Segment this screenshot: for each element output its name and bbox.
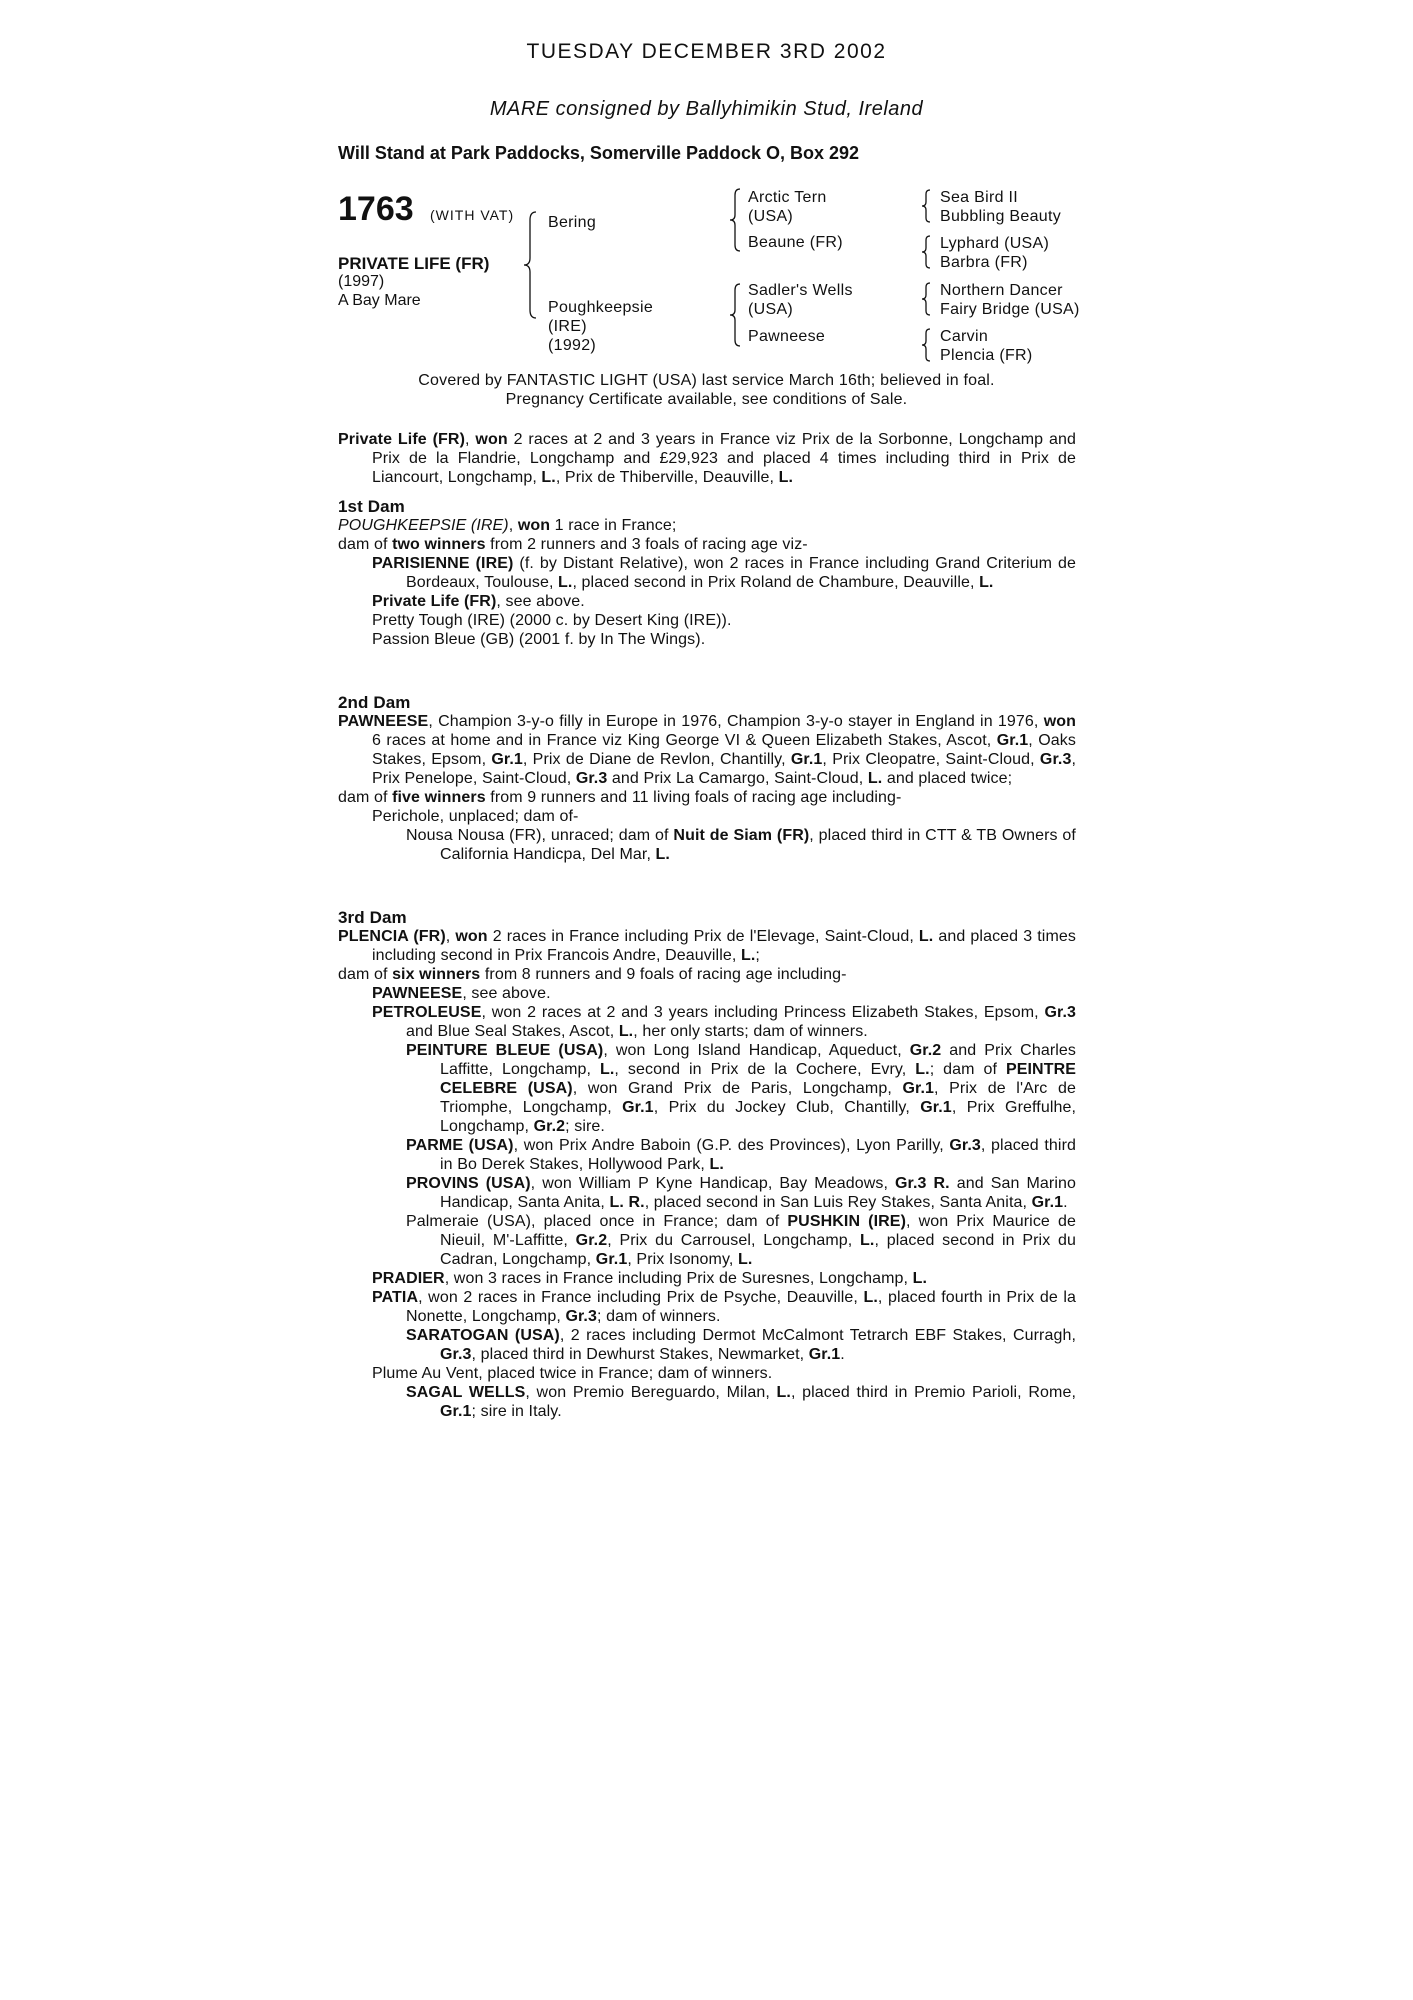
race-record-paragraph: Private Life (FR), won 2 races at 2 and 3 years in France viz Prix de la Sorbonne, Longchamp and Prix de la Flandrie, Longchamp and £29,923 and placed 4 times including third in Prix de Liancourt, Longchamp, L., Prix de Thiberville, Deauville, L.	[338, 431, 1076, 486]
second-dam-heading: 2nd Dam	[338, 693, 411, 712]
pedigree-gg-1: Sea Bird II	[940, 189, 1019, 206]
pedigree-dam: Poughkeepsie (IRE) (1992)	[548, 299, 654, 354]
pedigree-brace-gg4	[920, 327, 932, 363]
produce-parisienne: PARISIENNE (IRE) (f. by Distant Relative), won 2 races in France including Grand Criterium de Bordeaux, Toulouse, L., placed second in Prix Roland de Chambure, Deauville, L.	[372, 555, 1076, 591]
pedigree-sire: Bering	[548, 214, 597, 231]
sale-date: TUESDAY DECEMBER 3RD 2002	[526, 40, 887, 63]
produce-passion-bleue: Passion Bleue (GB) (2001 f. by In The Wings).	[372, 631, 706, 648]
produce-plume-au-vent: Plume Au Vent, placed twice in France; dam of winners.	[372, 1365, 773, 1382]
pedigree-sire-sire: Arctic Tern (USA)	[748, 189, 827, 225]
pedigree-gg-5: Northern Dancer	[940, 282, 1063, 299]
produce-saratogan: SARATOGAN (USA), 2 races including Dermot McCalmont Tetrarch EBF Stakes, Curragh, Gr.3, placed third in Dewhurst Stakes, Newmarket, Gr.1.	[406, 1327, 1077, 1363]
produce-private-life: Private Life (FR), see above.	[372, 593, 585, 610]
pedigree-brace-main	[522, 210, 538, 320]
produce-petroleuse: PETROLEUSE, won 2 races at 2 and 3 years including Princess Elizabeth Stakes, Epsom, Gr.3 and Blue Seal Stakes, Ascot, L., her only starts; dam of winners.	[372, 1004, 1076, 1040]
pedigree-dam-dam: Pawneese	[748, 328, 826, 345]
produce-patia: PATIA, won 2 races in France including Prix de Psyche, Deauville, L., placed fourth in Prix de la Nonette, Longchamp, Gr.3; dam of winners.	[372, 1289, 1077, 1325]
pedigree-gg-4: Barbra (FR)	[940, 254, 1028, 271]
pedigree-gg-2: Bubbling Beauty	[940, 208, 1062, 225]
pedigree-brace-dam	[728, 282, 742, 348]
produce-parme: PARME (USA), won Prix Andre Baboin (G.P. des Provinces), Lyon Parilly, Gr.3, placed third in Bo Derek Stakes, Hollywood Park, L.	[406, 1137, 1076, 1173]
vat-note: (WITH VAT)	[430, 207, 515, 223]
plencia-record: PLENCIA (FR), won 2 races in France including Prix de l'Elevage, Saint-Cloud, L. and placed 3 times including second in Prix Francois Andre, Deauville, L.;	[338, 928, 1076, 964]
produce-palmeraie: Palmeraie (USA), placed once in France; dam of PUSHKIN (IRE), won Prix Maurice de Nieuil, M'-Laffitte, Gr.2, Prix du Carrousel, Longchamp, L., placed second in Prix du Cadran, Longchamp, Gr.1, Prix Isonomy, L.	[406, 1213, 1077, 1268]
pedigree-gg-7: Carvin	[940, 328, 989, 345]
third-dam-heading: 3rd Dam	[338, 908, 407, 927]
second-dam-section: 2nd Dam PAWNEESE, Champion 3-y-o filly in Europe in 1976, Champion 3-y-o stayer in England in 1976, won 6 races at home and in France viz King George VI & Queen Elizabeth Stakes, Ascot, Gr.1, Oaks Stakes, Epsom, Gr.1, Prix de Diane de Revlon, Chantilly, Gr.1, Prix Cleopatre, Saint-Cloud, Gr.3, Prix Penelope, Saint-Cloud, Gr.3 and Prix La Camargo, Saint-Cloud, L. and placed twice; dam of five winners from 9 runners and 11 living foals of racing age including- Perichole, unplaced; dam of- Nousa Nousa (FR), unraced; dam of Nuit de Siam (FR), placed third in CTT & TB Owners of California Handicpa, Del Mar, L.	[338, 693, 1076, 863]
produce-provins: PROVINS (USA), won William P Kyne Handicap, Bay Meadows, Gr.3 R. and San Marino Handicap, Santa Anita, L. R., placed second in San Luis Rey Stakes, Santa Anita, Gr.1.	[406, 1175, 1077, 1211]
pawneese-record: PAWNEESE, Champion 3-y-o filly in Europe in 1976, Champion 3-y-o stayer in England in 1976, won 6 races at home and in France viz King George VI & Queen Elizabeth Stakes, Ascot, Gr.1, Oaks Stakes, Epsom, Gr.1, Prix de Diane de Revlon, Chantilly, Gr.1, Prix Cleopatre, Saint-Cloud, Gr.3, Prix Penelope, Saint-Cloud, Gr.3 and Prix La Camargo, Saint-Cloud, L. and placed twice;	[338, 713, 1076, 787]
pedigree-gg-6: Fairy Bridge (USA)	[940, 301, 1080, 318]
pedigree-sire-dam: Beaune (FR)	[748, 234, 843, 251]
first-dam-section: 1st Dam POUGHKEEPSIE (IRE), won 1 race in France; dam of two winners from 2 runners and 3 foals of racing age viz- PARISIENNE (IRE) (f. by Distant Relative), won 2 races in France including Grand Criterium de Bordeaux, Toulouse, L., placed second in Prix Roland de Chambure, Deauville, L. Private Life (FR), see above. Pretty Tough (IRE) (2000 c. by Desert King (IRE)). Passion Bleue (GB) (2001 f. by In The Wings).	[338, 497, 1076, 648]
horse-year: (1997)	[338, 273, 385, 290]
produce-perichole: Perichole, unplaced; dam of-	[372, 808, 579, 825]
lot-number: 1763	[338, 190, 414, 228]
pedigree-dam-sire: Sadler's Wells (USA)	[748, 282, 853, 318]
produce-nousa-nousa: Nousa Nousa (FR), unraced; dam of Nuit de Siam (FR), placed third in CTT & TB Owners of California Handicpa, Del Mar, L.	[406, 827, 1076, 863]
pedigree-gg-3: Lyphard (USA)	[940, 235, 1050, 252]
pedigree-brace-gg3	[920, 281, 932, 317]
stand-location: Will Stand at Park Paddocks, Somerville Paddock O, Box 292	[338, 143, 860, 163]
consignor-line: MARE consigned by Ballyhimikin Stud, Ireland	[489, 98, 924, 120]
pedigree-brace-sire	[728, 187, 742, 253]
pedigree-brace-gg2	[920, 234, 932, 270]
horse-description: A Bay Mare	[338, 292, 421, 309]
covered-note: Covered by FANTASTIC LIGHT (USA) last service March 16th; believed in foal. Pregnancy Certificate available, see conditions of Sale.	[418, 372, 995, 408]
produce-pawneese: PAWNEESE, see above.	[372, 985, 551, 1002]
first-dam-heading: 1st Dam	[338, 497, 405, 516]
pedigree-brace-gg1	[920, 188, 932, 224]
produce-peinture-bleue: PEINTURE BLEUE (USA), won Long Island Handicap, Aqueduct, Gr.2 and Prix Charles Laffitte, Longchamp, L., second in Prix de la Cochere, Evry, L.; dam of PEINTRE CELEBRE (USA), won Grand Prix de Paris, Longchamp, Gr.1, Prix de l'Arc de Triomphe, Longchamp, Gr.1, Prix du Jockey Club, Chantilly, Gr.1, Prix Greffulhe, Longchamp, Gr.2; sire.	[406, 1042, 1077, 1135]
horse-name: PRIVATE LIFE (FR)	[338, 254, 490, 273]
third-dam-section: 3rd Dam PLENCIA (FR), won 2 races in France including Prix de l'Elevage, Saint-Cloud, L. and placed 3 times including second in Prix Francois Andre, Deauville, L.; dam of six winners from 8 runners and 9 foals of racing age including- PAWNEESE, see above. PETROLEUSE, won 2 races at 2 and 3 years including Princess Elizabeth Stakes, Epsom, Gr.3 and Blue Seal Stakes, Ascot, L., her only starts; dam of winners. PEINTURE BLEUE (USA), won Long Island Handicap, Aqueduct, Gr.2 and Prix Charles Laffitte, Longchamp, L., second in Prix de la Cochere, Evry, L.; dam of PEINTRE CELEBRE (USA), won Grand Prix de Paris, Longchamp, Gr.1, Prix de l'Arc de Triomphe, Longchamp, Gr.1, Prix du Jockey Club, Chantilly, Gr.1, Prix Greffulhe, Longchamp, Gr.2; sire. PARME (USA), won Prix Andre Baboin (G.P. des Provinces), Lyon Parilly, Gr.3, placed third in Bo Derek Stakes, Hollywood Park, L. PROVINS (USA), won William P Kyne Handicap, Bay Meadows, Gr.3 R. and San Marino Handicap, Santa Anita, L. R., placed second in San Luis Rey Stakes, Santa Anita, Gr.1. Palmeraie (USA), placed once in France; dam of PUSHKIN (IRE), won Prix Maurice de Nieuil, M'-Laffitte, Gr.2, Prix du Carrousel, Longchamp, L., placed second in Prix du Cadran, Longchamp, Gr.1, Prix Isonomy, L. PRADIER, won 3 races in France including Prix de Suresnes, Longchamp, L. PATIA, won 2 races in France including Prix de Psyche, Deauville, L., placed fourth in Prix de la Nonette, Longchamp, Gr.3; dam of winners. SARATOGAN (USA), 2 races including Dermot McCalmont Tetrarch EBF Stakes, Curragh, Gr.3, placed third in Dewhurst Stakes, Newmarket, Gr.1. Plume Au Vent, placed twice in France; dam of winners. SAGAL WELLS, won Premio Bereguardo, Milan, L., placed third in Premio Parioli, Rome, Gr.1; sire in Italy.	[338, 908, 1077, 1420]
produce-sagal-wells: SAGAL WELLS, won Premio Bereguardo, Milan, L., placed third in Premio Parioli, Rome, Gr.1; sire in Italy.	[406, 1384, 1076, 1420]
produce-pradier: PRADIER, won 3 races in France including Prix de Suresnes, Longchamp, L.	[372, 1270, 928, 1287]
pedigree-gg-8: Plencia (FR)	[940, 347, 1033, 364]
race-record	[338, 430, 1076, 487]
produce-pretty-tough: Pretty Tough (IRE) (2000 c. by Desert King (IRE)).	[372, 612, 732, 629]
